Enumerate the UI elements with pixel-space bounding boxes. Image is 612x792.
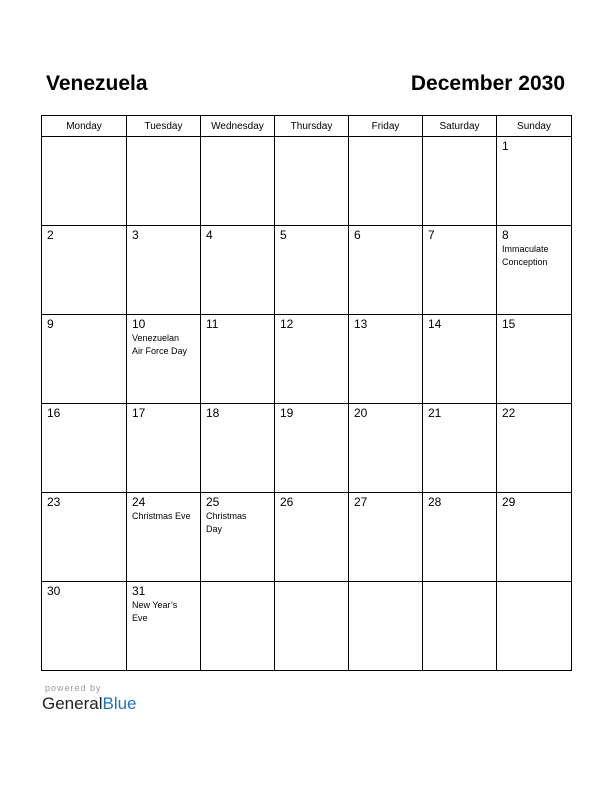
weekday-wednesday: Wednesday [201, 116, 275, 137]
day-cell [349, 493, 423, 582]
day-number: 27 [354, 495, 368, 509]
day-number: 15 [502, 317, 516, 331]
day-cell [423, 493, 497, 582]
day-number: 20 [354, 406, 368, 420]
day-cell [201, 315, 275, 404]
day-cell [201, 582, 275, 671]
day-cell [497, 226, 572, 315]
generalblue-logo[interactable] [42, 693, 137, 715]
day-number: 28 [428, 495, 442, 509]
holiday-label: Christmas Eve [132, 511, 191, 521]
day-cell [127, 137, 201, 226]
holiday-label: Christmas [206, 511, 247, 521]
day-number: 7 [428, 228, 435, 242]
day-cell [423, 226, 497, 315]
weekday-header-row [42, 116, 572, 137]
day-number: 23 [47, 495, 61, 509]
day-number: 13 [354, 317, 368, 331]
day-cell [497, 493, 572, 582]
day-number: 5 [280, 228, 287, 242]
day-number: 1 [502, 139, 509, 153]
day-number: 22 [502, 406, 516, 420]
day-number: 21 [428, 406, 442, 420]
day-cell [275, 315, 349, 404]
week-row [42, 226, 572, 315]
day-cell [275, 493, 349, 582]
weekday-sunday: Sunday [497, 116, 572, 137]
week-row [42, 137, 572, 226]
brand-blue: Blue [102, 694, 137, 713]
month-title: December 2030 [410, 72, 565, 95]
day-cell [423, 315, 497, 404]
calendar-body [42, 137, 572, 671]
day-cell [127, 493, 201, 582]
day-cell [42, 137, 127, 226]
day-cell [42, 404, 127, 493]
day-number: 12 [280, 317, 294, 331]
holiday-label: New Year’s [132, 600, 178, 610]
day-cell [423, 137, 497, 226]
day-cell [201, 226, 275, 315]
day-cell [349, 226, 423, 315]
day-cell [349, 582, 423, 671]
day-cell [127, 404, 201, 493]
day-cell [497, 404, 572, 493]
day-cell [201, 404, 275, 493]
day-cell [423, 404, 497, 493]
day-cell [42, 582, 127, 671]
day-cell [497, 582, 572, 671]
day-cell [42, 226, 127, 315]
day-number: 4 [206, 228, 213, 242]
day-number: 18 [206, 406, 220, 420]
day-cell [201, 493, 275, 582]
day-number: 19 [280, 406, 294, 420]
country-title: Venezuela [46, 72, 148, 95]
day-number: 9 [47, 317, 54, 331]
day-cell [497, 137, 572, 226]
brand-general: General [42, 694, 103, 713]
day-number: 10 [132, 317, 146, 331]
week-row [42, 315, 572, 404]
day-number: 30 [47, 584, 61, 598]
weekday-friday: Friday [349, 116, 423, 137]
day-number: 31 [132, 584, 146, 598]
day-number: 11 [206, 317, 219, 331]
week-row [42, 493, 572, 582]
day-number: 24 [132, 495, 146, 509]
day-cell [275, 137, 349, 226]
day-cell [127, 582, 201, 671]
weekday-tuesday: Tuesday [127, 116, 201, 137]
holiday-label: Day [206, 524, 223, 534]
day-cell [201, 137, 275, 226]
holiday-label: Air Force Day [132, 346, 188, 356]
holiday-label: Conception [502, 257, 548, 267]
holiday-label: Immaculate [502, 244, 549, 254]
day-cell [349, 404, 423, 493]
day-cell [423, 582, 497, 671]
day-number: 25 [206, 495, 220, 509]
day-number: 6 [354, 228, 361, 242]
holiday-label: Venezuelan [132, 333, 180, 343]
day-number: 26 [280, 495, 294, 509]
day-number: 3 [132, 228, 139, 242]
weekday-thursday: Thursday [275, 116, 349, 137]
day-cell [275, 582, 349, 671]
day-cell [497, 315, 572, 404]
day-cell [349, 137, 423, 226]
calendar-grid [41, 115, 572, 671]
weekday-saturday: Saturday [423, 116, 497, 137]
day-number: 17 [132, 406, 146, 420]
week-row [42, 582, 572, 671]
day-cell [275, 404, 349, 493]
week-row [42, 404, 572, 493]
powered-by-text: powered by [45, 683, 102, 693]
day-number: 29 [502, 495, 516, 509]
day-cell [349, 315, 423, 404]
day-cell [127, 226, 201, 315]
holiday-label: Eve [132, 613, 148, 623]
day-number: 14 [428, 317, 442, 331]
day-number: 16 [47, 406, 61, 420]
day-number: 8 [502, 228, 509, 242]
day-cell [275, 226, 349, 315]
day-cell [42, 315, 127, 404]
day-cell [127, 315, 201, 404]
day-number: 2 [47, 228, 54, 242]
day-cell [42, 493, 127, 582]
weekday-monday: Monday [42, 116, 127, 137]
